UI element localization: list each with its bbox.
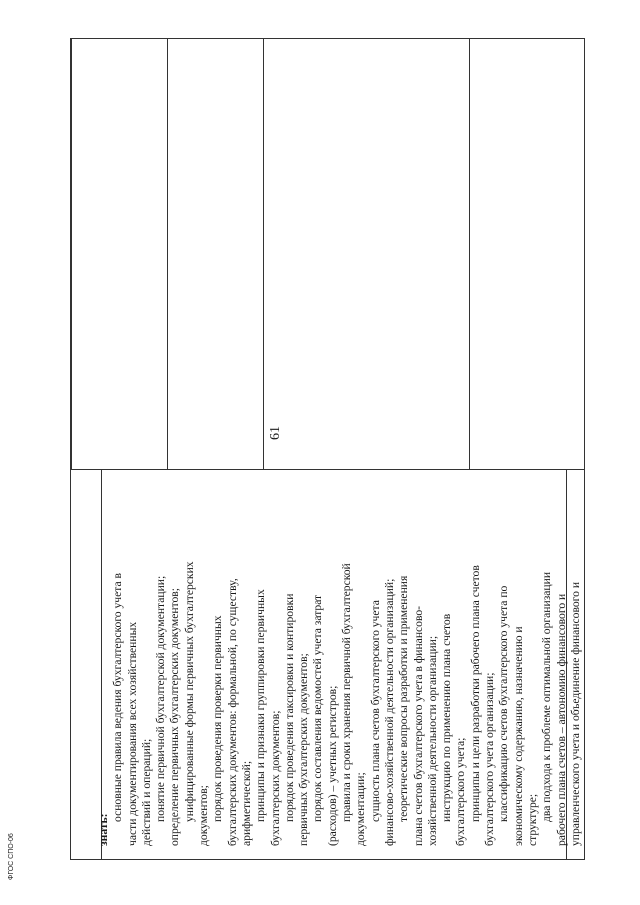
text-line: (расходов) – учетных регистров; [325, 685, 339, 846]
text-line: управленческого учета и объединение финансового и [568, 581, 582, 846]
text-line: рабочего плана счетов – автономию финансового и [554, 593, 568, 846]
footer-label: ФГОС СПО-06 [8, 833, 15, 880]
text-line: два подхода к проблеме оптимальной организации [540, 571, 554, 822]
text-line: документов; [197, 785, 211, 846]
text-line: принципы и признаки группировки первичных [254, 589, 268, 822]
text-line: основные правила ведения бухгалтерского учета в [111, 573, 125, 822]
text-line: структуре; [525, 793, 539, 846]
text-line: экономическому содержанию, назначению и [511, 626, 525, 846]
text-line: бухгалтерского учета организации; [483, 672, 497, 846]
text-line: правила и сроки хранения первичной бухгалтерской [340, 563, 354, 822]
text-line: арифметической; [239, 760, 253, 846]
text-line: понятие первичной бухгалтерской документации; [154, 575, 168, 822]
text-line: унифицированные формы первичных бухгалтерских [182, 561, 196, 822]
page-number: 61 [268, 426, 283, 440]
text-line: порядок проведения проверки первичных [211, 615, 225, 822]
table-column-divider [71, 39, 72, 469]
text-line: инструкцию по применению плана счетов [440, 613, 454, 822]
text-line: теоретические вопросы разработки и применения [397, 575, 411, 822]
text-line: классификацию счетов бухгалтерского учета по [497, 585, 511, 822]
text-line: сущность плана счетов бухгалтерского учета [368, 600, 382, 822]
text-line: знать: [97, 813, 110, 846]
text-line: хозяйственной деятельности организации; [425, 635, 439, 846]
text-line: порядок проведения таксировки и контировки [282, 593, 296, 822]
text-line: бухгалтерских документов: формальной, по существу, [225, 578, 239, 846]
text-line: определение первичных бухгалтерских документов; [168, 588, 182, 846]
knowledge-requirements-text [97, 36, 583, 846]
text-line: принципы и цели разработки рабочего плана счетов [468, 565, 482, 822]
text-line: порядок составления ведомостей учета затрат [311, 594, 325, 822]
text-line: бухгалтерского учета; [454, 737, 468, 846]
text-line: плана счетов бухгалтерского учета в финансово- [411, 605, 425, 846]
text-line: первичных бухгалтерских документов; [297, 653, 311, 846]
text-line: финансово-хозяйственной деятельности организаций; [382, 578, 396, 846]
text-line: бухгалтерских документов; [268, 710, 282, 846]
text-line: документации; [354, 772, 368, 846]
text-line: действий и операций; [139, 738, 153, 846]
text-line: части документирования всех хозяйственных [125, 621, 139, 846]
